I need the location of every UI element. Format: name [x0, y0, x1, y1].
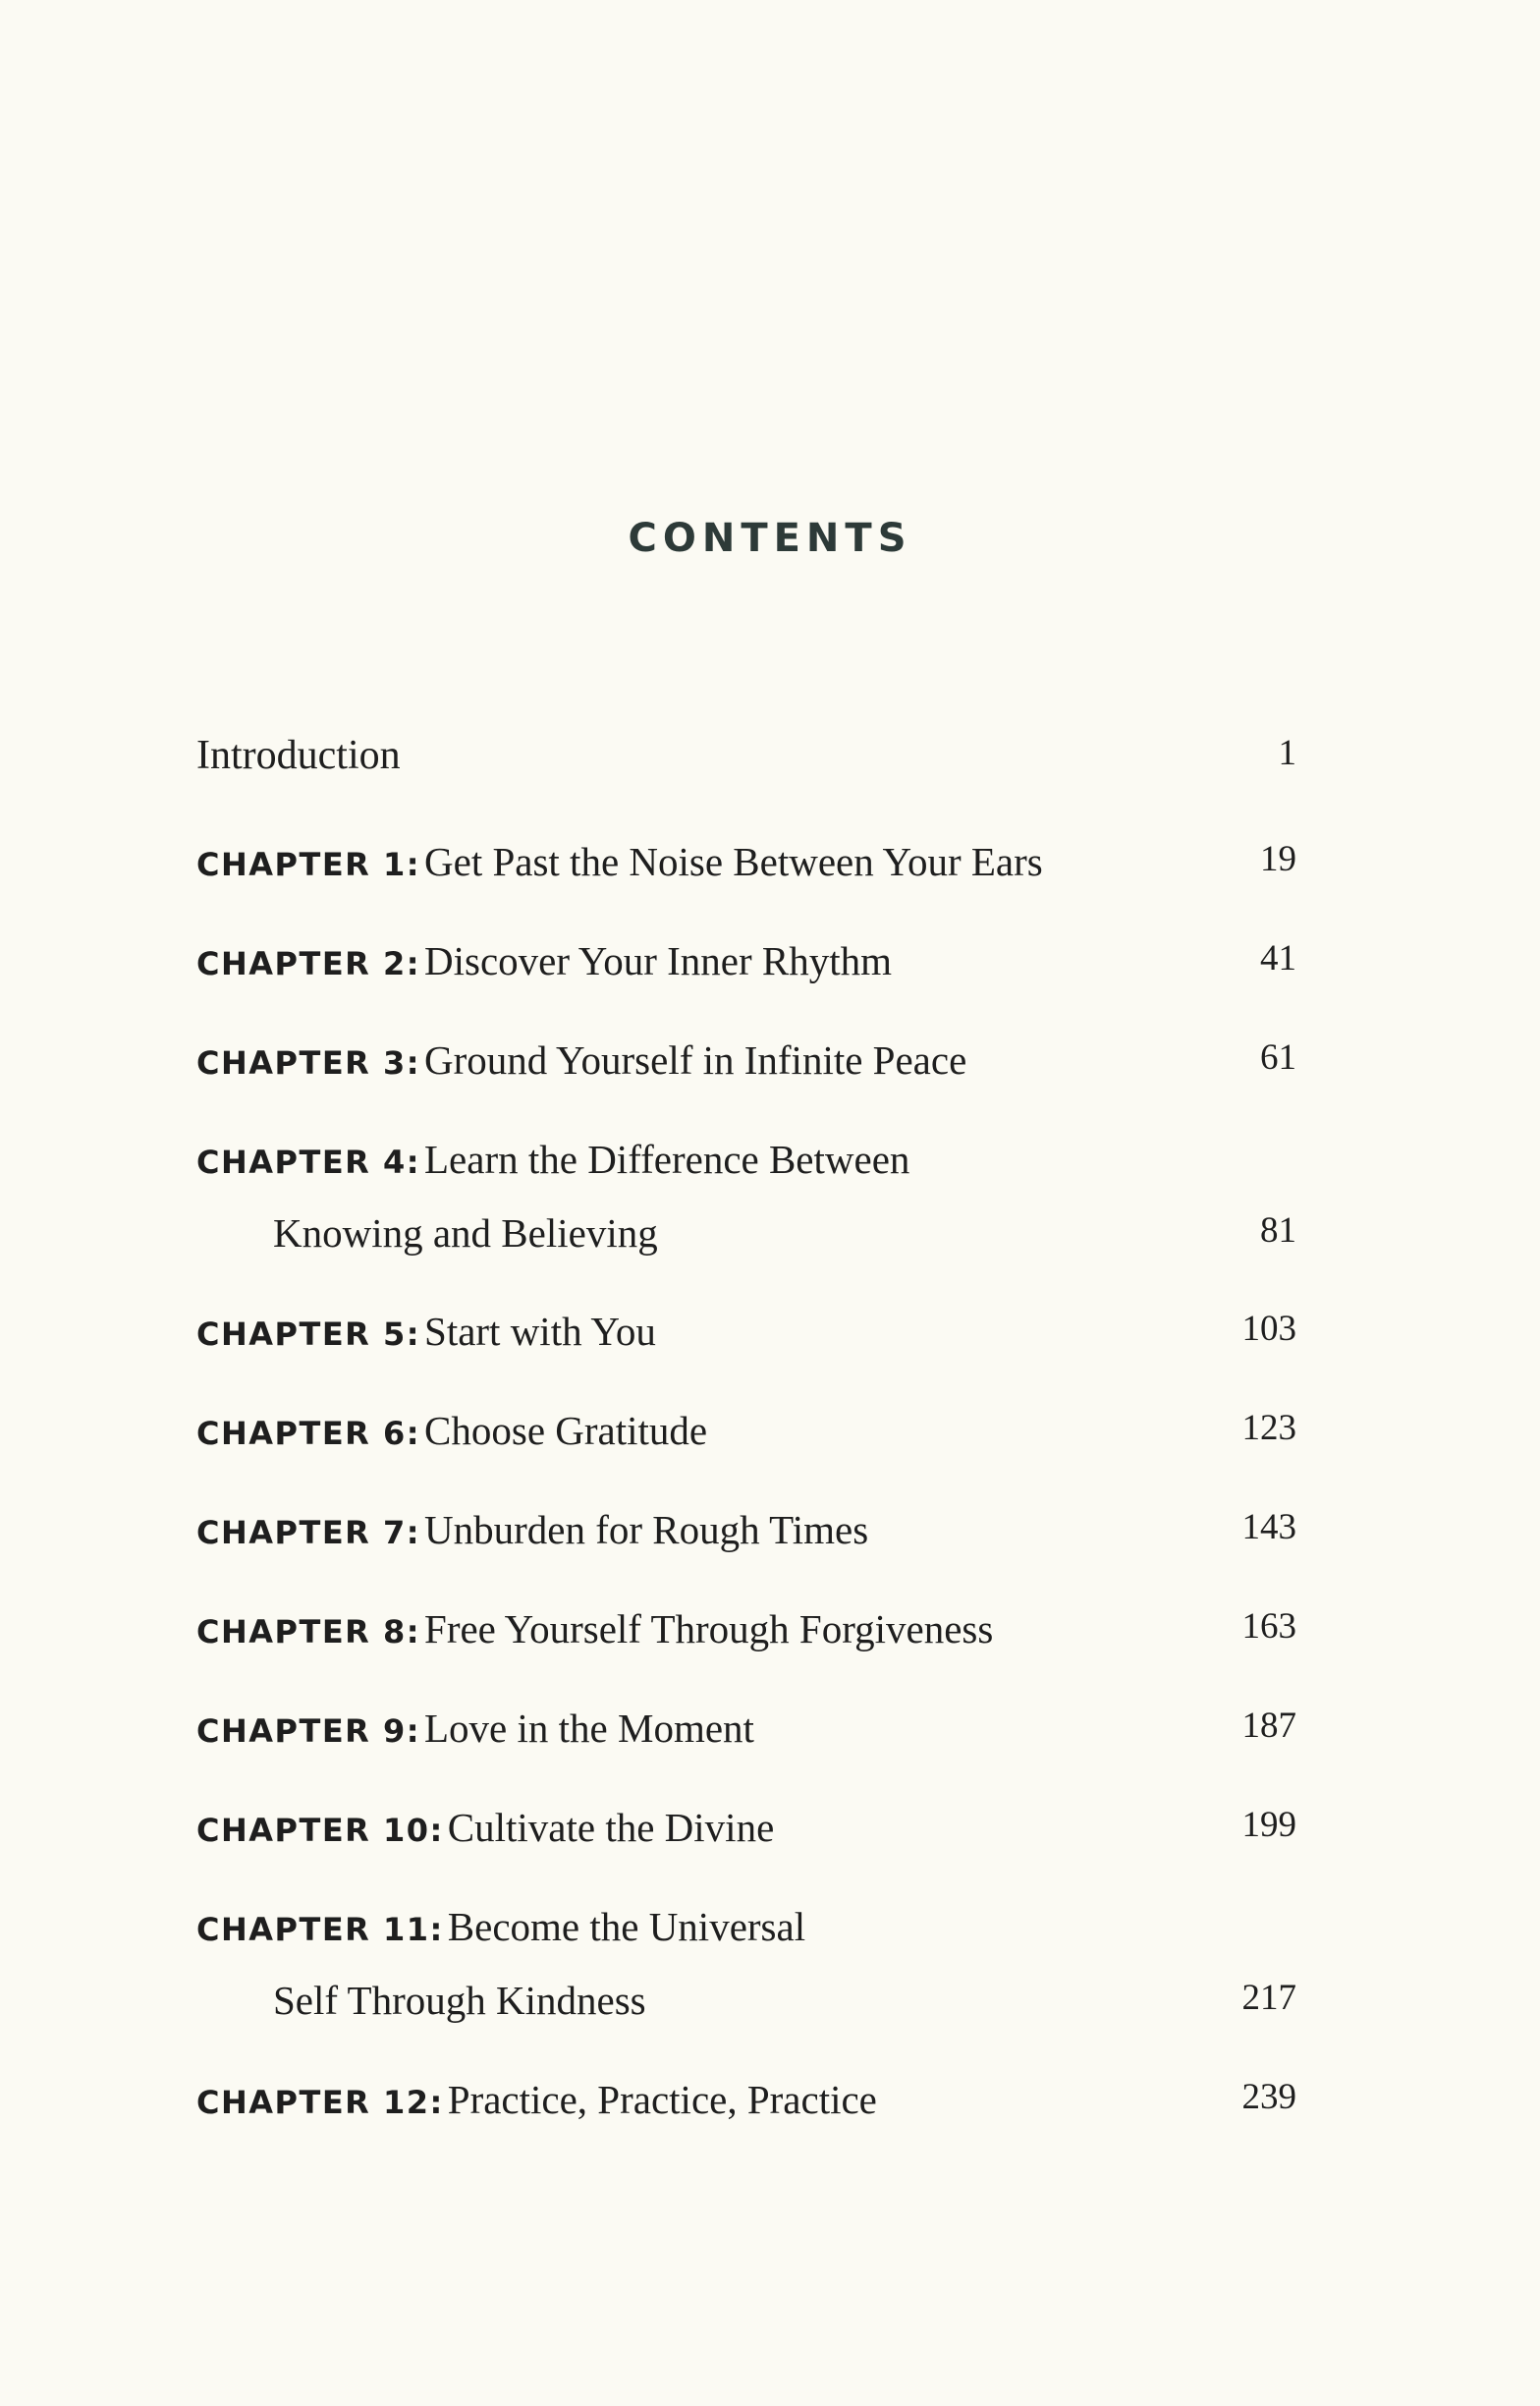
toc-entry-chapter-3: [196, 1036, 1296, 1095]
chapter-label: CHAPTER 5:: [196, 1315, 421, 1353]
chapter-label: CHAPTER 4:: [196, 1144, 421, 1181]
chapter-label: CHAPTER 11:: [196, 1911, 444, 1948]
entry-title: Ground Yourself in Infinite Peace: [424, 1037, 967, 1083]
chapter-label: CHAPTER 3:: [196, 1044, 421, 1082]
chapter-label: CHAPTER 2:: [196, 945, 421, 982]
toc-entry-chapter-6: [196, 1407, 1296, 1466]
entry-page-number: 61: [1260, 1037, 1296, 1078]
toc-entry-chapter-11: [196, 1903, 1296, 1962]
entry-title: Choose Gratitude: [424, 1408, 708, 1453]
toc-entry-chapter-9: [196, 1705, 1296, 1763]
entry-title: Discover Your Inner Rhythm: [424, 938, 893, 983]
entry-page-number: 19: [1260, 839, 1296, 879]
entry-page-number: 217: [1241, 1978, 1296, 2018]
entry-page-number: 187: [1241, 1706, 1296, 1746]
toc-entry-chapter-2: [196, 937, 1296, 996]
toc-entry-chapter-1: [196, 838, 1296, 897]
entry-title: Love in the Moment: [424, 1706, 754, 1751]
toc-entry-chapter-4: [196, 1136, 1296, 1195]
entry-title: Introduction: [196, 733, 401, 778]
entry-title-continuation: Knowing and Believing: [273, 1210, 658, 1256]
toc-entry-chapter-5: [196, 1308, 1296, 1367]
entry-title: Start with You: [424, 1309, 656, 1354]
chapter-label: CHAPTER 8:: [196, 1613, 421, 1651]
chapter-label: CHAPTER 10:: [196, 1812, 444, 1849]
chapter-label: CHAPTER 12:: [196, 2084, 444, 2121]
entry-page-number: 81: [1260, 1210, 1296, 1251]
entry-title-continuation: Self Through Kindness: [273, 1978, 646, 2023]
entry-title: Unburden for Rough Times: [424, 1507, 869, 1552]
entry-page-number: 1: [1278, 733, 1296, 773]
toc-entry-introduction: [196, 732, 1296, 791]
toc-entry-chapter-7: [196, 1506, 1296, 1565]
entry-page-number: 239: [1241, 2077, 1296, 2117]
toc-entry-chapter-11-continuation: [196, 1977, 1296, 2036]
toc-entry-chapter-8: [196, 1605, 1296, 1664]
toc-entry-chapter-10: [196, 1804, 1296, 1863]
entry-title: Cultivate the Divine: [447, 1805, 775, 1850]
entry-title: Learn the Difference Between: [424, 1137, 910, 1182]
entry-title: Get Past the Noise Between Your Ears: [424, 839, 1043, 884]
entry-page-number: 143: [1241, 1507, 1296, 1547]
toc-entry-chapter-12: [196, 2076, 1296, 2135]
chapter-label: CHAPTER 6:: [196, 1415, 421, 1452]
chapter-label: CHAPTER 7:: [196, 1514, 421, 1551]
entry-page-number: 199: [1241, 1805, 1296, 1845]
contents-heading: CONTENTS: [628, 516, 912, 561]
entry-page-number: 163: [1241, 1606, 1296, 1647]
chapter-label: CHAPTER 9:: [196, 1712, 421, 1750]
toc-entry-chapter-4-continuation: [196, 1209, 1296, 1268]
entry-page-number: 41: [1260, 938, 1296, 979]
entry-title: Practice, Practice, Practice: [447, 2077, 877, 2122]
entry-page-number: 103: [1241, 1309, 1296, 1349]
chapter-label: CHAPTER 1:: [196, 846, 421, 883]
entry-page-number: 123: [1241, 1408, 1296, 1448]
entry-title: Become the Universal: [447, 1904, 806, 1949]
entry-title: Free Yourself Through Forgiveness: [424, 1606, 994, 1651]
